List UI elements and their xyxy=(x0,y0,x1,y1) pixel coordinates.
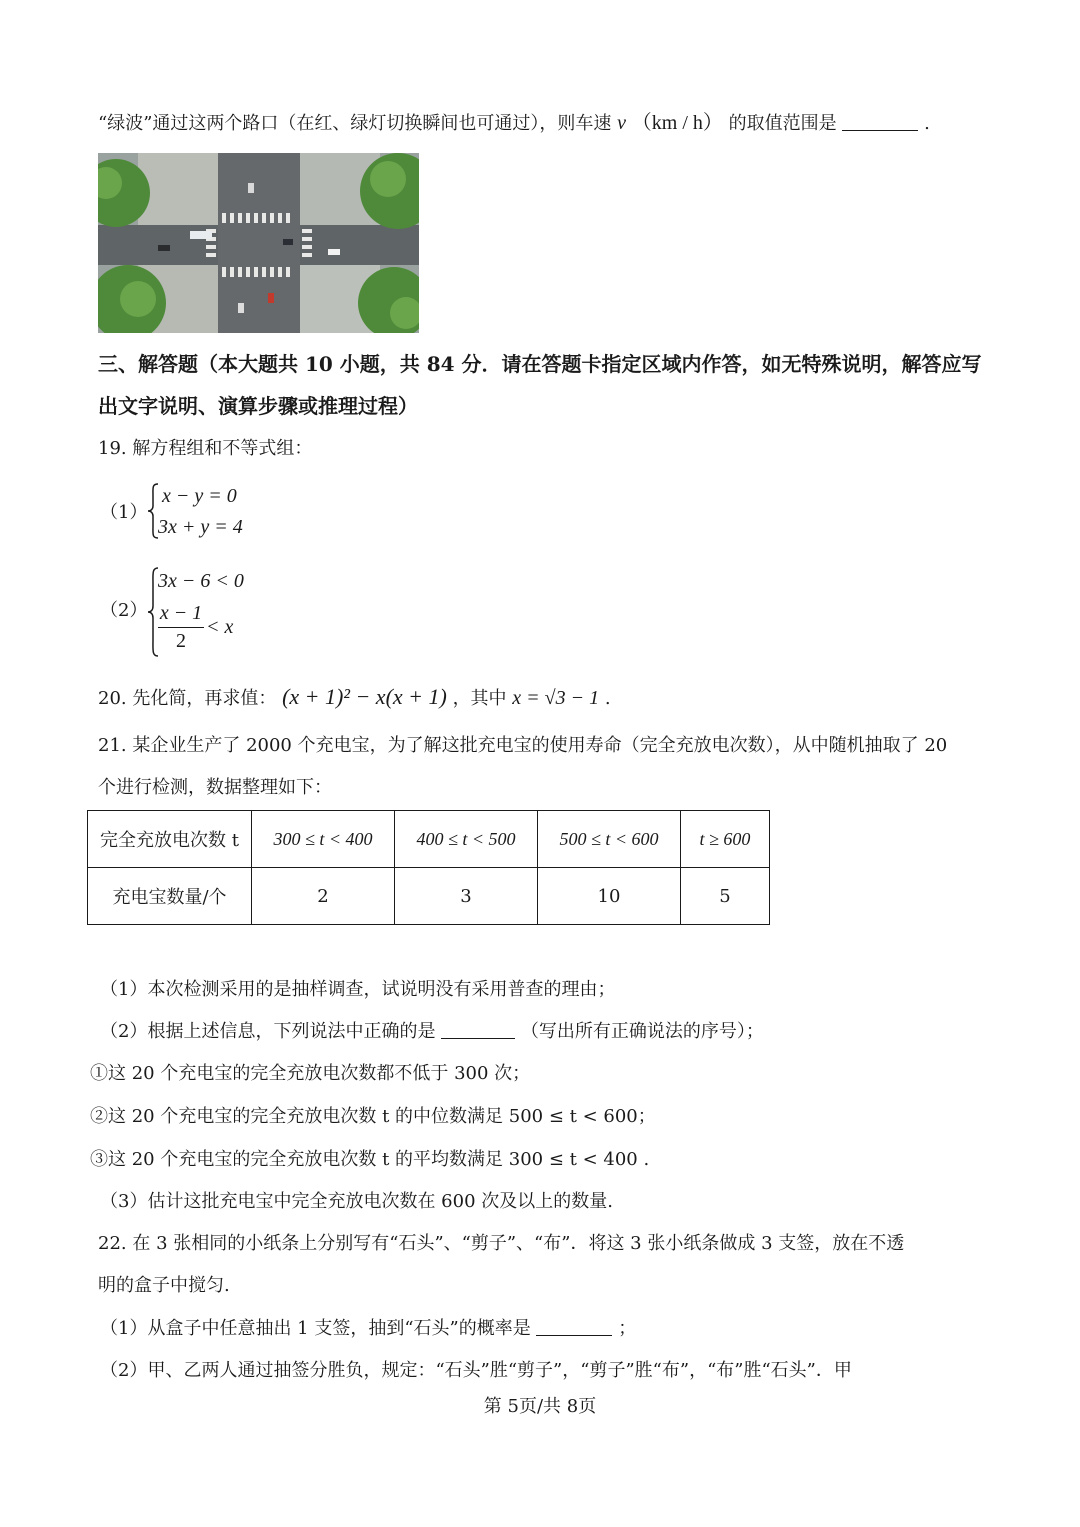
charge-cycles-table xyxy=(87,810,770,925)
q20-cond: x = √3 − 1 xyxy=(512,687,600,709)
table-cell: 5 xyxy=(681,868,770,925)
answer-blank xyxy=(536,1317,612,1336)
table-row xyxy=(88,868,770,925)
q22-stem-line2: 明的盒子中搅匀. xyxy=(98,1275,230,1296)
q19-part1-eq1: x − y = 0 xyxy=(162,485,237,507)
answer-blank xyxy=(842,112,918,131)
answer-blank xyxy=(441,1020,515,1039)
q21-part2-a: （2）根据上述信息，下列说法中正确的是 xyxy=(100,1021,436,1042)
q21-stem-line2: 个进行检测，数据整理如下： xyxy=(98,777,332,798)
fraction-denominator: 2 xyxy=(176,630,186,652)
q19-stem: 19. 解方程组和不等式组： xyxy=(98,438,313,459)
q21-part2-b: （写出所有正确说法的序号）； xyxy=(520,1021,764,1042)
q19-part2-label: （2） xyxy=(100,600,148,621)
table-header-cell: 300 ≤ t < 400 xyxy=(252,811,395,868)
table-header-cell: 500 ≤ t < 600 xyxy=(538,811,681,868)
q21-option-3: ③这 20 个充电宝的完全充放电次数 t 的平均数满足 300 ≤ t < 400 . xyxy=(90,1149,650,1170)
q18-text-b: 的取值范围是 xyxy=(728,113,837,134)
q20-stem: 20. 先化简，再求值： xyxy=(98,688,277,709)
q18-var-v: v xyxy=(617,112,627,134)
q21-part3: （3）估计这批充电宝中完全充放电次数在 600 次及以上的数量. xyxy=(100,1191,613,1212)
q18-end: . xyxy=(924,113,930,134)
q18-unit: （km / h） xyxy=(631,112,723,134)
q20-expr: (x + 1)² − x(x + 1) xyxy=(282,684,447,709)
q19-part2-rhs: < x xyxy=(206,616,234,638)
table-cell: 10 xyxy=(538,868,681,925)
q22-part1-a: （1）从盒子中任意抽出 1 支签，抽到“石头”的概率是 xyxy=(100,1318,531,1339)
q18-text-a: “绿波”通过这两个路口（在红、绿灯切换瞬间也可通过），则车速 xyxy=(98,113,612,134)
q19-part2-ineq1: 3x − 6 < 0 xyxy=(158,570,244,592)
fraction-bar xyxy=(158,627,204,628)
q19-part1-eq2: 3x + y = 4 xyxy=(158,516,243,538)
fraction xyxy=(158,600,204,653)
table-cell: 2 xyxy=(252,868,395,925)
fraction-numerator: x − 1 xyxy=(159,602,203,624)
table-header-row xyxy=(88,811,770,868)
q22-part1-line xyxy=(100,1316,636,1342)
table-header-cell: t ≥ 600 xyxy=(681,811,770,868)
q20-end: . xyxy=(604,688,611,709)
section3-heading: 三、解答题（本大题共 10 小题，共 84 分．请在答题卡指定区域内作答，如无特殊说明，解答应写出文字说明、演算步骤或推理过程） xyxy=(98,352,982,418)
q21-part2-line xyxy=(100,1019,764,1045)
page-footer: 第 5页/共 8页 xyxy=(483,1396,597,1417)
q22-part1-b: ； xyxy=(618,1318,637,1339)
q20-where: ，其中 xyxy=(452,688,507,709)
q21-option-1: ①这 20 个充电宝的完全充放电次数都不低于 300 次； xyxy=(90,1063,531,1084)
table-cell: 充电宝数量/个 xyxy=(88,868,252,925)
intersection-photo xyxy=(98,153,419,333)
q22-stem-line1: 22. 在 3 张相同的小纸条上分别写有“石头”、“剪子”、“布”．将这 3 张小纸条做成 3 支签，放在不透 xyxy=(98,1233,905,1254)
table-header-cell: 400 ≤ t < 500 xyxy=(395,811,538,868)
q21-stem-line1: 21. 某企业生产了 2000 个充电宝，为了解这批充电宝的使用寿命（完全充放电次数），从中随机抽取了 20 xyxy=(98,735,948,756)
table-header-cell: 完全充放电次数 t xyxy=(88,811,252,868)
table-cell: 3 xyxy=(395,868,538,925)
q21-part1: （1）本次检测采用的是抽样调查，试说明没有采用普查的理由； xyxy=(100,979,616,1000)
q22-part2: （2）甲、乙两人通过抽签分胜负，规定：“石头”胜“剪子”，“剪子”胜“布”，“布”胜“石头”．甲 xyxy=(100,1360,852,1381)
q20-line xyxy=(98,684,611,712)
q21-option-2: ②这 20 个充电宝的完全充放电次数 t 的中位数满足 500 ≤ t < 600； xyxy=(90,1106,656,1127)
q19-part1-label: （1） xyxy=(100,502,148,523)
q18-tail-line xyxy=(98,110,930,137)
